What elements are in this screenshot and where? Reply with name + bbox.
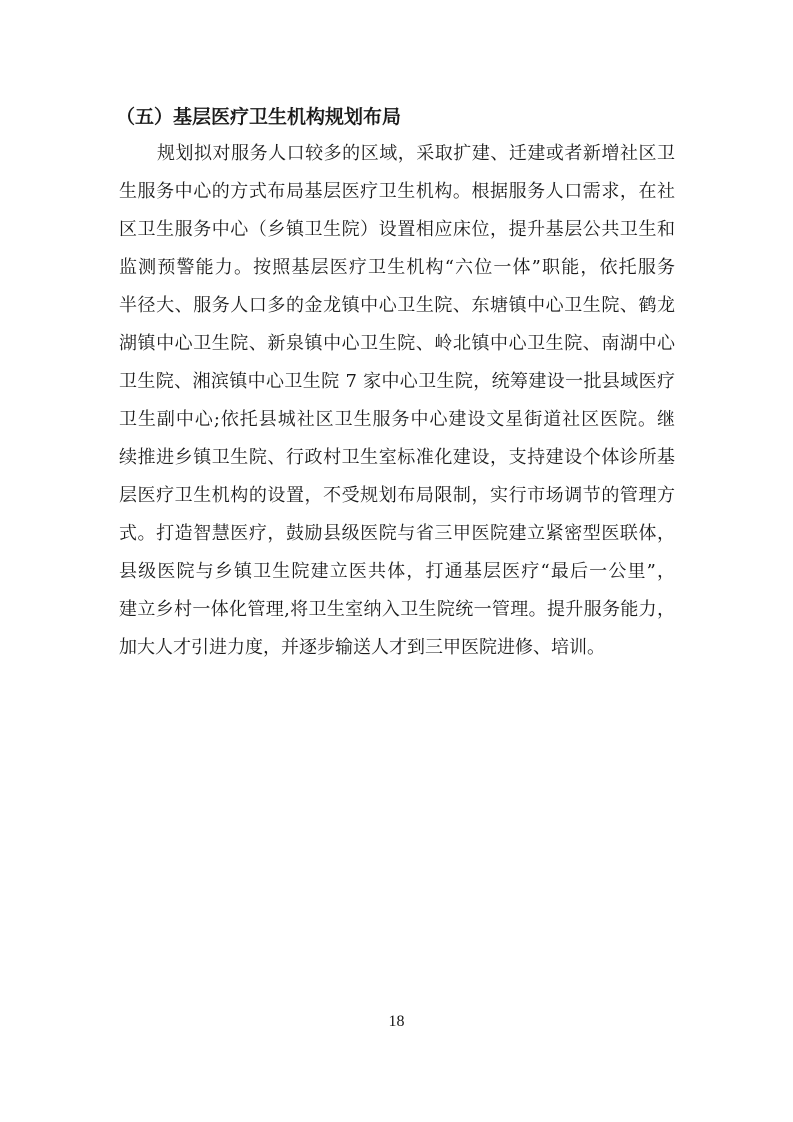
paragraph-line: 加大人才引进力度，并逐步输送人才到三甲医院进修、培训。 — [119, 637, 605, 658]
paragraph-line: 规划拟对服务人口较多的区域，采取扩建、迁建或者新增社区卫 — [157, 143, 675, 164]
page-number: 18 — [388, 1013, 405, 1030]
paragraph-line: 卫生副中心;依托县城社区卫生服务中心建设文星街道社区医院。继 — [119, 409, 675, 430]
paragraph-line: 式。打造智慧医疗，鼓励县级医院与省三甲医院建立紧密型医联体， — [119, 523, 675, 544]
paragraph-line: 卫生院、湘滨镇中心卫生院 7 家中心卫生院，统筹建设一批县域医疗 — [119, 371, 675, 392]
paragraph-line: 层医疗卫生机构的设置，不受规划布局限制，实行市场调节的管理方 — [119, 485, 675, 506]
paragraph-line: 生服务中心的方式布局基层医疗卫生机构。根据服务人口需求，在社 — [119, 181, 675, 202]
paragraph-line: 区卫生服务中心（乡镇卫生院）设置相应床位，提升基层公共卫生和 — [119, 219, 675, 240]
paragraph-line: 县级医院与乡镇卫生院建立医共体，打通基层医疗“最后一公里”， — [119, 561, 675, 582]
paragraph-line: 建立乡村一体化管理,将卫生室纳入卫生院统一管理。提升服务能力， — [119, 599, 675, 620]
section-heading: （五）基层医疗卫生机构规划布局 — [116, 106, 402, 128]
paragraph-line: 湖镇中心卫生院、新泉镇中心卫生院、岭北镇中心卫生院、南湖中心 — [119, 333, 675, 354]
paragraph-line: 续推进乡镇卫生院、行政村卫生室标准化建设，支持建设个体诊所基 — [119, 447, 675, 468]
paragraph-line: 监测预警能力。按照基层医疗卫生机构“六位一体”职能，依托服务 — [119, 257, 675, 278]
paragraph-line: 半径大、服务人口多的金龙镇中心卫生院、东塘镇中心卫生院、鹤龙 — [119, 295, 675, 316]
